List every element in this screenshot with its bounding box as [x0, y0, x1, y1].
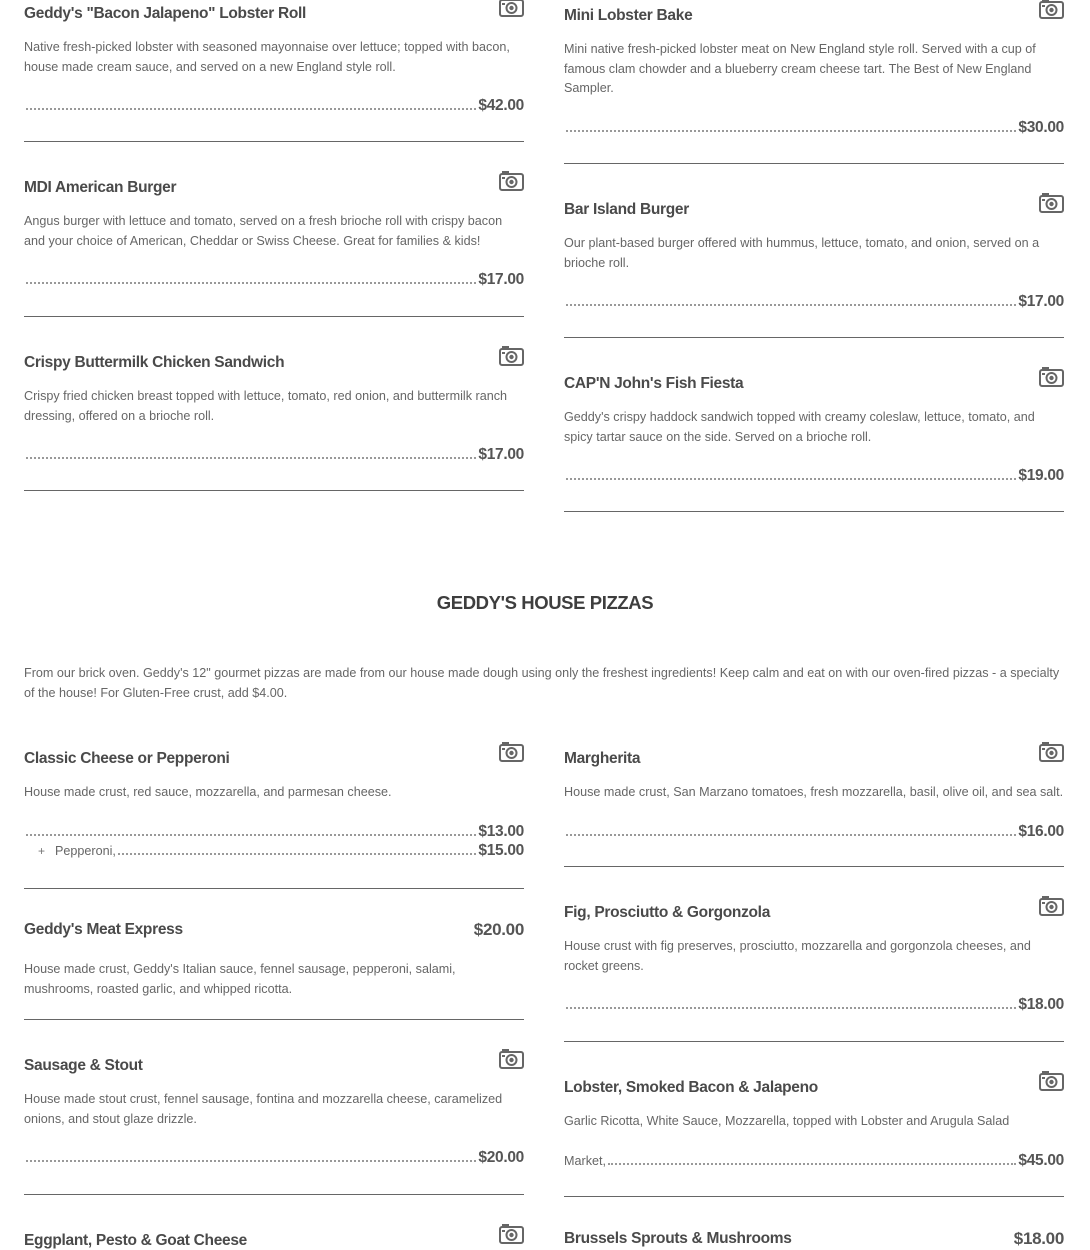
item-price: $17.00	[1018, 293, 1064, 311]
item-name: Sausage & Stout	[24, 1057, 143, 1074]
divider	[564, 1041, 1064, 1042]
camera-icon[interactable]	[499, 1223, 524, 1244]
item-price: $17.00	[478, 271, 524, 289]
menu-item	[24, 0, 524, 115]
item-name: Margherita	[564, 750, 641, 767]
divider	[24, 141, 524, 142]
item-name: Crispy Buttermilk Chicken Sandwich	[24, 354, 285, 371]
price-row	[564, 467, 1064, 485]
menu-item	[24, 1227, 524, 1250]
item-description: Crispy fried chicken breast topped with lettuce, tomato, red onion, and buttermilk ranch dressing, offered on a brioche roll.	[24, 389, 508, 423]
item-name: Bar Island Burger	[564, 201, 689, 218]
dot-leader	[26, 282, 476, 284]
item-name: Classic Cheese or Pepperoni	[24, 750, 230, 767]
item-description: Mini native fresh-picked lobster meat on New England style roll. Served with a cup of famous clam chowder and a blueberry cream cheese tart. The Best of New England Sampler.	[564, 42, 1036, 96]
dot-leader	[566, 478, 1016, 480]
price-row	[24, 1149, 524, 1167]
divider	[24, 1019, 524, 1020]
item-description: Garlic Ricotta, White Sauce, Mozzarella, topped with Lobster and Arugula Salad	[564, 1114, 1010, 1128]
item-description: House made crust, red sauce, mozzarella, and parmesan cheese.	[24, 785, 392, 799]
item-name: CAP'N John's Fish Fiesta	[564, 375, 744, 392]
item-description: House crust with fig preserves, prosciutto, mozzarella and gorgonzola cheeses, and rocket greens.	[564, 939, 1031, 973]
menu-item	[24, 745, 524, 860]
price-row	[24, 823, 524, 841]
addon-name: Pepperoni,	[55, 843, 116, 858]
camera-icon[interactable]	[1039, 0, 1064, 19]
item-name: Eggplant, Pesto & Goat Cheese	[24, 1232, 247, 1249]
divider	[564, 866, 1064, 867]
item-price: $13.00	[478, 822, 524, 840]
dot-leader	[26, 457, 476, 459]
menu-item	[24, 174, 524, 289]
dot-leader	[566, 304, 1016, 306]
item-description: Angus burger with lettuce and tomato, served on a fresh brioche roll with crispy bacon and your choice of American, Cheddar or Swiss Cheese. Great for families & kids!	[24, 214, 503, 248]
item-description: House made stout crust, fennel sausage, fontina and mozzarella cheese, caramelized onions, and stout glaze drizzle.	[24, 1092, 503, 1126]
item-price: $20.00	[478, 1149, 524, 1167]
item-price: $30.00	[1018, 118, 1064, 136]
addon-label	[24, 844, 116, 858]
item-description: Native fresh-picked lobster with seasoned mayonnaise over lettuce; topped with bacon, house made cream sauce, and served on a new England style roll.	[24, 40, 510, 74]
dot-leader	[26, 1160, 476, 1162]
item-description: House made crust, San Marzano tomatoes, fresh mozzarella, basil, olive oil, and sea salt.	[564, 785, 1064, 799]
dot-leader	[566, 130, 1016, 132]
camera-icon[interactable]	[1039, 366, 1064, 387]
menu-item	[564, 2, 1064, 137]
camera-icon[interactable]	[499, 345, 524, 366]
section-description: From our brick oven. Geddy's 12" gourmet pizzas are made from our house made dough using only the freshest ingredients! Keep calm and eat on with our oven-fired pizzas - a specialty of the house! For Gluten-Free crust, add $4.00.	[24, 666, 1060, 700]
dot-leader	[118, 853, 476, 855]
menu-item	[564, 370, 1064, 485]
item-price: $20.00	[473, 920, 524, 939]
item-name: MDI American Burger	[24, 179, 177, 196]
item-name: Mini Lobster Bake	[564, 7, 693, 24]
camera-icon[interactable]	[1039, 741, 1064, 762]
item-name: Geddy's "Bacon Jalapeno" Lobster Roll	[24, 5, 307, 22]
camera-icon[interactable]	[1039, 895, 1064, 916]
item-name: Lobster, Smoked Bacon & Jalapeno	[564, 1079, 818, 1096]
item-name: Fig, Prosciutto & Gorgonzola	[564, 904, 771, 921]
divider	[24, 888, 524, 889]
item-price: $18.00	[1013, 1229, 1064, 1248]
addon-price-row	[24, 842, 524, 860]
menu-item	[24, 916, 524, 999]
menu-item	[564, 196, 1064, 311]
divider	[24, 316, 524, 317]
item-name: Geddy's Meat Express	[24, 921, 183, 938]
price-label: Market,	[564, 1153, 606, 1168]
dot-leader	[608, 1163, 1016, 1165]
menu-item	[564, 745, 1064, 841]
item-price: $42.00	[478, 97, 524, 115]
section-title: GEDDY'S HOUSE PIZZAS	[436, 592, 654, 613]
plus-icon: +	[38, 843, 46, 858]
item-description: Our plant-based burger offered with hummus, lettuce, tomato, and onion, served on a brioche roll.	[564, 236, 1040, 270]
dot-leader	[566, 1007, 1016, 1009]
camera-icon[interactable]	[499, 170, 524, 191]
divider	[564, 337, 1064, 338]
camera-icon[interactable]	[499, 741, 524, 762]
divider	[564, 511, 1064, 512]
price-row	[564, 996, 1064, 1014]
menu-item	[564, 899, 1064, 1014]
item-description: Geddy's crispy haddock sandwich topped with creamy coleslaw, lettuce, tomato, and spicy tartar sauce on the side. Served on a brioche roll.	[564, 410, 1035, 444]
price-row	[564, 293, 1064, 311]
dot-leader	[26, 108, 476, 110]
camera-icon[interactable]	[499, 1048, 524, 1069]
item-description: House made crust, Geddy's Italian sauce, fennel sausage, pepperoni, salami, mushrooms, roasted garlic, and whipped ricotta.	[24, 962, 456, 996]
item-name: Brussels Sprouts & Mushrooms	[564, 1230, 792, 1247]
divider	[24, 490, 524, 491]
dot-leader	[26, 834, 476, 836]
item-price: $19.00	[1018, 467, 1064, 485]
item-price: $16.00	[1018, 822, 1064, 840]
menu-item	[24, 1052, 524, 1167]
menu-item	[564, 1074, 1064, 1170]
price-row	[564, 823, 1064, 841]
item-price: $17.00	[478, 446, 524, 464]
camera-icon[interactable]	[1039, 192, 1064, 213]
menu-item	[24, 349, 524, 464]
price-row	[24, 446, 524, 464]
menu-item	[564, 1225, 1064, 1250]
camera-icon[interactable]	[1039, 1070, 1064, 1091]
camera-icon[interactable]	[499, 0, 524, 17]
addon-price: $15.00	[478, 841, 524, 859]
divider	[564, 1196, 1064, 1197]
item-price: $45.00	[1018, 1151, 1064, 1169]
price-row	[564, 119, 1064, 137]
dot-leader	[566, 834, 1016, 836]
divider	[24, 1194, 524, 1195]
price-row	[24, 97, 524, 115]
item-price: $18.00	[1018, 996, 1064, 1014]
divider	[564, 163, 1064, 164]
price-row	[24, 271, 524, 289]
price-row	[564, 1152, 1064, 1170]
